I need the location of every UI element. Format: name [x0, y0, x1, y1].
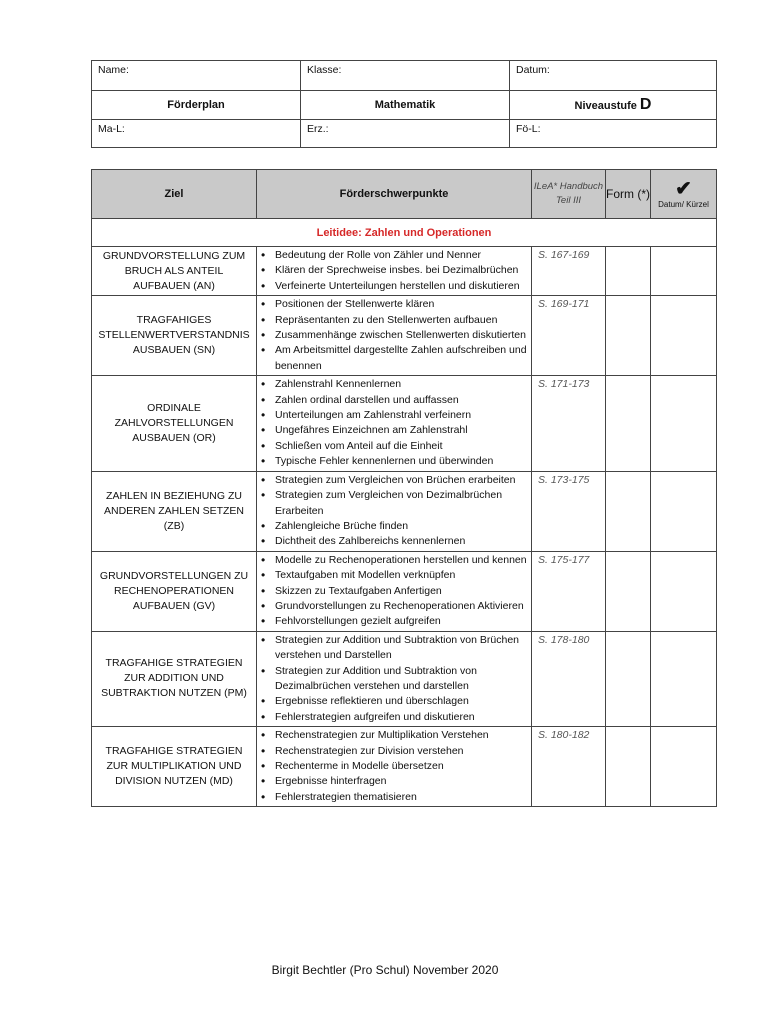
list-item: • Strategien zur Addition und Subtraktion von Brüchen verstehen und Darstellen [275, 633, 527, 664]
list-item: • Zahlengleiche Brüche finden [275, 519, 527, 534]
table-row [92, 551, 717, 631]
table-row [92, 631, 717, 726]
schwerpunkte-cell [257, 296, 532, 376]
leitidee-heading: Leitidee: Zahlen und Operationen [92, 219, 717, 247]
list-item: • Zahlen ordinal darstellen und auffassen [275, 393, 527, 408]
col-ilea: ILeA* Handbuch Teil III [532, 170, 606, 219]
ilea-ref-cell: S. 169-171 [532, 296, 606, 376]
list-item: • Strategien zum Vergleichen von Dezimalbrüchen Erarbeiten [275, 488, 527, 519]
list-item: • Positionen der Stellenwerte klären [275, 297, 527, 312]
datum-kuerzel-cell[interactable] [651, 376, 717, 471]
schwerpunkte-cell [257, 631, 532, 726]
datum-kuerzel-cell[interactable] [651, 551, 717, 631]
erz-field[interactable]: Erz.: [301, 120, 510, 148]
list-item: • Zusammenhänge zwischen Stellenwerten diskutierten [275, 328, 527, 343]
list-item: • Rechenterme in Modelle übersetzen [275, 759, 527, 774]
form-cell[interactable] [606, 631, 651, 726]
datum-kuerzel-cell[interactable] [651, 296, 717, 376]
schwerpunkte-cell [257, 727, 532, 807]
ziel-cell: GRUNDVORSTELLUNGEN ZU RECHENOPERATIONEN AUFBAUEN (GV) [92, 551, 257, 631]
list-item: • Strategien zum Vergleichen von Brüchen erarbeiten [275, 473, 527, 488]
list-item: • Modelle zu Rechenoperationen herstellen und kennen [275, 553, 527, 568]
list-item: • Repräsentanten zu den Stellenwerten aufbauen [275, 313, 527, 328]
ziel-cell: TRAGFAHIGES STELLENWERTVERSTANDNIS AUSBAUEN (SN) [92, 296, 257, 376]
foerderplan-title: Förderplan [92, 91, 301, 120]
form-cell[interactable] [606, 247, 651, 296]
ilea-ref-cell: S. 167-169 [532, 247, 606, 296]
ziel-cell: ZAHLEN IN BEZIEHUNG ZU ANDEREN ZAHLEN SETZEN (ZB) [92, 471, 257, 551]
datum-kuerzel-cell[interactable] [651, 471, 717, 551]
table-row [92, 376, 717, 471]
list-item: • Rechenstrategien zur Division verstehen [275, 744, 527, 759]
list-item: • Fehlerstrategien thematisieren [275, 790, 527, 805]
check-icon: ✔ [675, 177, 692, 200]
col-datum: ✔ Datum/ Kürzel [651, 170, 717, 219]
col-form: Form (*) [606, 170, 651, 219]
form-cell[interactable] [606, 471, 651, 551]
datum-kuerzel-cell[interactable] [651, 631, 717, 726]
col-schwerpunkte: Förderschwerpunkte [257, 170, 532, 219]
list-item: • Unterteilungen am Zahlenstrahl verfeinern [275, 408, 527, 423]
list-item: • Rechenstrategien zur Multiplikation Verstehen [275, 728, 527, 743]
name-field[interactable]: Name: [92, 61, 301, 91]
datum-kuerzel-cell[interactable] [651, 247, 717, 296]
list-item: • Fehlvorstellungen gezielt aufgreifen [275, 614, 527, 629]
list-item: • Dichtheit des Zahlbereichs kennenlernen [275, 534, 527, 549]
list-item: • Textaufgaben mit Modellen verknüpfen [275, 568, 527, 583]
list-item: • Fehlerstrategien aufgreifen und diskutieren [275, 710, 527, 725]
niveaustufe: Niveaustufe D [510, 91, 717, 120]
form-cell[interactable] [606, 296, 651, 376]
list-item: • Ergebnisse reflektieren und überschlagen [275, 694, 527, 709]
list-item: • Typische Fehler kennenlernen und überwinden [275, 454, 527, 469]
klasse-field[interactable]: Klasse: [301, 61, 510, 91]
ilea-ref-cell: S. 175-177 [532, 551, 606, 631]
schwerpunkte-cell [257, 471, 532, 551]
foerderplan-table [91, 169, 717, 807]
schwerpunkte-cell [257, 551, 532, 631]
list-item: • Verfeinerte Unterteilungen herstellen und diskutieren [275, 279, 527, 294]
list-item: • Ungefähres Einzeichnen am Zahlenstrahl [275, 423, 527, 438]
col-ziel: Ziel [92, 170, 257, 219]
table-row [92, 247, 717, 296]
ilea-ref-cell: S. 178-180 [532, 631, 606, 726]
schwerpunkte-cell [257, 247, 532, 296]
list-item: • Am Arbeitsmittel dargestellte Zahlen aufschreiben und benennen [275, 343, 527, 374]
table-row [92, 727, 717, 807]
ziel-cell: ORDINALE ZAHLVORSTELLUNGEN AUSBAUEN (OR) [92, 376, 257, 471]
mal-field[interactable]: Ma-L: [92, 120, 301, 148]
foel-field[interactable]: Fö-L: [510, 120, 717, 148]
list-item: • Strategien zur Addition und Subtraktion von Dezimalbrüchen verstehen und darstellen [275, 664, 527, 695]
list-item: • Ergebnisse hinterfragen [275, 774, 527, 789]
ilea-ref-cell: S. 180-182 [532, 727, 606, 807]
subject-title: Mathematik [301, 91, 510, 120]
list-item: • Zahlenstrahl Kennenlernen [275, 377, 527, 392]
form-cell[interactable] [606, 551, 651, 631]
ziel-cell: GRUNDVORSTELLUNG ZUM BRUCH ALS ANTEIL AUFBAUEN (AN) [92, 247, 257, 296]
niveaustufe-value: D [639, 96, 652, 113]
form-cell[interactable] [606, 376, 651, 471]
header-table [91, 60, 717, 148]
list-item: • Skizzen zu Textaufgaben Anfertigen [275, 584, 527, 599]
datum-field[interactable]: Datum: [510, 61, 717, 91]
table-row [92, 471, 717, 551]
list-item: • Grundvorstellungen zu Rechenoperationen Aktivieren [275, 599, 527, 614]
ziel-cell: TRAGFAHIGE STRATEGIEN ZUR MULTIPLIKATION UND DIVISION NUTZEN (MD) [92, 727, 257, 807]
table-row [92, 296, 717, 376]
ilea-ref-cell: S. 173-175 [532, 471, 606, 551]
list-item: • Bedeutung der Rolle von Zähler und Nenner [275, 248, 527, 263]
schwerpunkte-cell [257, 376, 532, 471]
ziel-cell: TRAGFAHIGE STRATEGIEN ZUR ADDITION UND SUBTRAKTION NUTZEN (PM) [92, 631, 257, 726]
list-item: • Klären der Sprechweise insbes. bei Dezimalbrüchen [275, 263, 527, 278]
footer-credit: Birgit Bechtler (Pro Schul) November 2020 [271, 963, 499, 977]
form-cell[interactable] [606, 727, 651, 807]
list-item: • Schließen vom Anteil auf die Einheit [275, 439, 527, 454]
ilea-ref-cell: S. 171-173 [532, 376, 606, 471]
datum-kuerzel-cell[interactable] [651, 727, 717, 807]
